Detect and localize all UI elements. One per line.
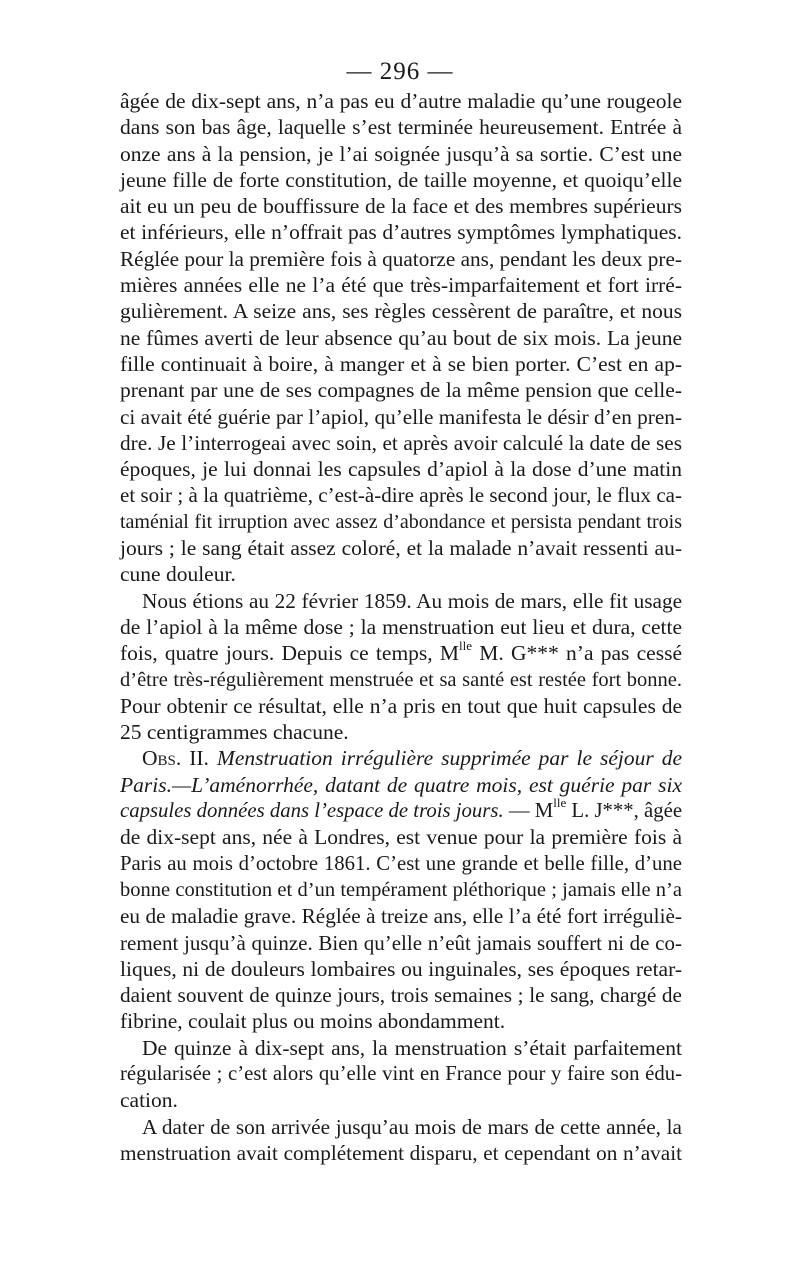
text-line: et inférieurs, elle n’offrait pas d’autres symptômes lymphatiques. [120, 220, 682, 245]
text-fragment: L. J***, âgée [566, 800, 683, 823]
text-line [120, 640, 682, 666]
text-line: d’être très-régulièrement menstruée et sa santé est restée fort bonne. [120, 668, 682, 691]
text-line: Pour obtenir ce résultat, elle n’a pris en tout que huit capsules de [120, 693, 682, 718]
text-fragment: M. G*** n’a pas cessé [472, 641, 682, 666]
text-line: cation. [120, 1088, 178, 1113]
text-fragment: fois, quatre jours. Depuis ce temps, M [120, 641, 460, 666]
text-line: de l’apiol à la même dose ; la menstruation eut lieu et dura, cette [120, 614, 682, 639]
text-line: époques, je lui donnai les capsules d’apiol à la dose d’une matin [120, 457, 682, 482]
paragraph-5 [120, 1114, 682, 1167]
text-line: dre. Je l’interrogeai avec soin, et après avoir calculé la date de ses [120, 430, 682, 455]
text-line: et soir ; à la quatrième, c’est-à-dire après le second jour, le flux ca- [120, 483, 682, 508]
observation-title: capsules données dans l’espace de trois jours. [120, 800, 504, 823]
text-line: âgée de dix-sept ans, n’a pas eu d’autre maladie qu’une rougeole [120, 89, 682, 113]
text-line: mières années elle ne l’a été que très-imparfaitement et fort irré- [120, 273, 682, 298]
page-number: — 296 — [346, 58, 454, 85]
text-line: rement jusqu’à quinze. Bien qu’elle n’eût jamais souffert ni de co- [120, 930, 682, 955]
text-line: onze ans à la pension, je l’ai soignée jusqu’à sa sortie. C’est une [120, 141, 682, 166]
text-line: gulièrement. A seize ans, ses règles cessèrent de paraître, et nous [120, 299, 682, 324]
text-line: fibrine, coulait plus ou moins abondamment. [120, 1009, 506, 1034]
observation-title: Menstruation irrégulière supprimée par le séjour de [208, 746, 683, 771]
text-line: taménial fit irruption avec assez d’abondance et persista pendant trois [120, 510, 682, 533]
text-line: ci avait été guérie par l’apiol, qu’elle manifesta le désir d’en pren- [120, 404, 682, 429]
text-line: jours ; le sang était assez coloré, et la malade n’avait ressenti au- [120, 536, 682, 561]
superscript: lle [459, 638, 473, 654]
observation-title-line: Paris.—L’aménorrhée, datant de quatre mois, est guérie par six [120, 772, 682, 797]
text-line: Nous étions au 22 février 1859. Au mois de mars, elle fit usage [142, 588, 682, 613]
text-line: Paris au mois d’octobre 1861. C’est une grande et belle fille, d’une [120, 852, 682, 875]
text-line: jeune fille de forte constitution, de taille moyenne, et quoiqu’elle [120, 167, 682, 192]
text-line: eu de maladie grave. Réglée à treize ans, elle l’a été fort irréguliè- [120, 904, 682, 929]
text-line: prenant par une de ses compagnes de la même pension que celle- [120, 378, 682, 403]
paragraph-1 [120, 88, 682, 588]
text-line: liques, ni de douleurs lombaires ou inguinales, ses époques retar- [120, 956, 682, 981]
text-line [120, 795, 683, 824]
text-line: fille continuait à boire, à manger et à se bien porter. C’est en ap- [120, 351, 682, 376]
text-line: A dater de son arrivée jusqu’au mois de mars de cette année, la [142, 1114, 682, 1139]
text-line: 25 centigrammes chacune. [120, 720, 349, 745]
text-line: De quinze à dix-sept ans, la menstruation s’était parfaitement [142, 1035, 682, 1060]
observation-paragraph [120, 745, 682, 1034]
text-line: Réglée pour la première fois à quatorze ans, pendant les deux pre- [120, 246, 682, 271]
text-line: ait eu un peu de bouffissure de la face et des membres supérieurs [120, 194, 682, 219]
text-line: dans son bas âge, laquelle s’est terminée heureusement. Entrée à [120, 115, 682, 140]
text-line: ne fûmes averti de leur absence qu’au bout de six mois. La jeune [120, 325, 682, 350]
text-line: daient souvent de quinze jours, trois semaines ; le sang, chargé de [120, 983, 682, 1008]
text-line [120, 745, 682, 771]
paragraph-4 [120, 1035, 682, 1114]
body-text [120, 88, 682, 1166]
text-line: régularisée ; c’est alors qu’elle vint en France pour y faire son édu- [120, 1062, 682, 1085]
text-line: cune douleur. [120, 562, 236, 587]
observation-label: Obs. II. [142, 746, 209, 771]
text-fragment: — M [503, 800, 554, 823]
text-line: de dix-sept ans, née à Londres, est venue pour la première fois à [120, 825, 682, 850]
text-line: bonne constitution et d’un tempérament pléthorique ; jamais elle n’a [120, 878, 682, 901]
paragraph-2 [120, 588, 682, 746]
text-line: menstruation avait complétement disparu, et cependant on n’avait [120, 1140, 682, 1165]
superscript: lle [553, 795, 567, 811]
